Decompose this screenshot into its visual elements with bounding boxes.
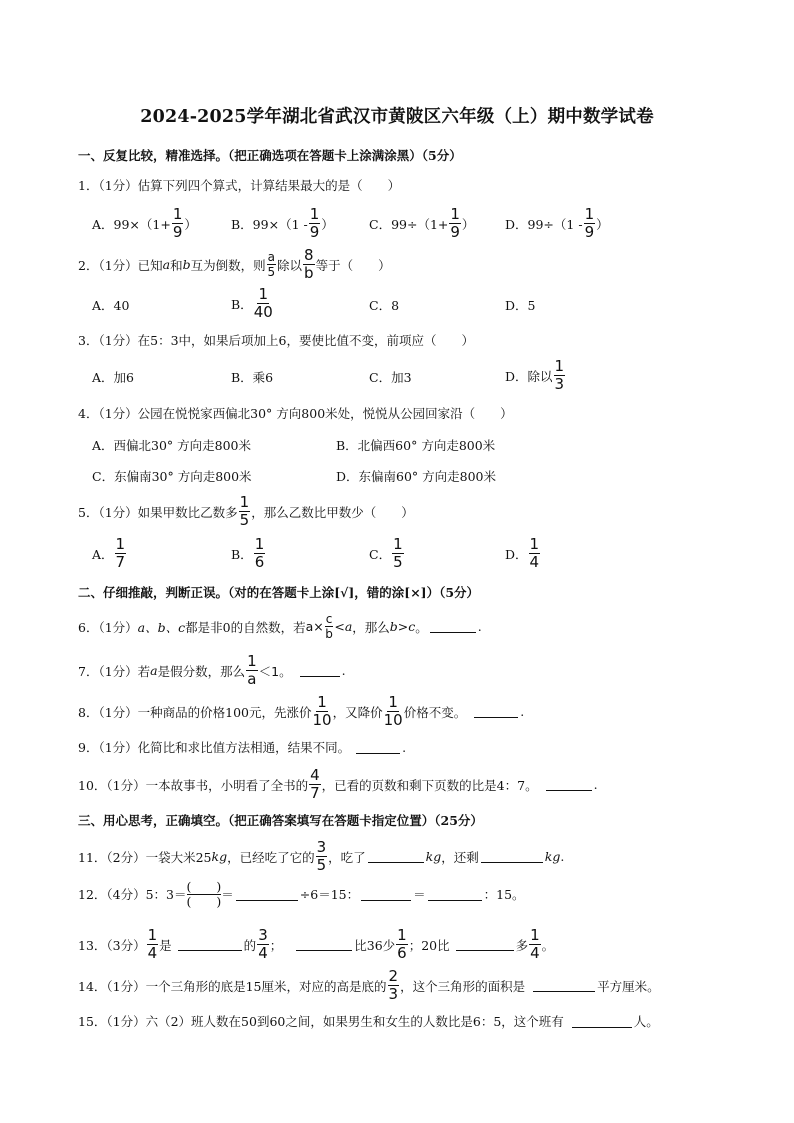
option-label: D．东偏南60° 方向走800米 (336, 469, 497, 484)
option-2a (92, 296, 129, 314)
option-label: B．北偏西60° 方向走800米 (336, 438, 496, 453)
question-text: 2．（1分）已知 (78, 257, 163, 273)
question-text: 。 (415, 619, 428, 635)
option-label: B． (231, 296, 253, 312)
denominator: 10 (383, 711, 403, 729)
option-label: A．40 (92, 298, 130, 313)
option-suffix: ） (596, 216, 609, 232)
question-14 (78, 969, 660, 1002)
equals-sign: ＝ (413, 887, 426, 903)
option-label: A．加6 (92, 370, 134, 385)
variable-a: a (150, 663, 158, 678)
option-label: B．99×（1 - (231, 216, 308, 232)
question-text: ； (269, 937, 283, 953)
question-end: . (341, 663, 346, 678)
option-4c (92, 467, 252, 485)
question-3 (78, 331, 474, 349)
denominator: 5 (393, 553, 403, 571)
question-text: ，吃了 (328, 849, 366, 865)
option-5d (505, 537, 541, 570)
denominator: 3 (388, 985, 399, 1003)
question-text: 价格不变。 (403, 704, 467, 720)
denominator: 4 (258, 944, 268, 962)
question-1 (78, 176, 400, 194)
option-5c (369, 537, 405, 570)
question-text: 9．（1分）化简比和求比值方法相通，结果不同。 (78, 740, 351, 755)
option-label: C．东偏南30° 方向走800米 (92, 469, 252, 484)
exam-title: 2024-2025学年湖北省武汉市黄陂区六年级（上）期中数学试卷 (140, 107, 654, 127)
variables: a、b、c (137, 619, 186, 635)
fraction (529, 928, 541, 961)
numerator: 1 (172, 205, 183, 223)
option-4a (92, 436, 251, 454)
question-end: . (593, 777, 598, 792)
numerator: 1 (450, 205, 460, 223)
denominator: b (325, 627, 333, 641)
option-label: C．8 (369, 298, 400, 313)
fraction (554, 359, 566, 392)
unit: kg (211, 849, 228, 864)
question-end: . (477, 619, 482, 634)
numerator: 1 (147, 926, 158, 944)
denominator: 7 (115, 553, 126, 571)
numerator: 1 (258, 285, 268, 303)
question-text: 3．（1分）在5：3中，如果后项加上6，要使比值不变，前项应（ ） (78, 333, 475, 348)
option-2c (369, 296, 399, 314)
option-1b (231, 207, 334, 240)
question-text: 的 (243, 937, 257, 953)
numerator: 1 (397, 926, 407, 944)
fraction (309, 207, 321, 240)
option-3b (231, 368, 273, 386)
option-label: A． (92, 546, 114, 562)
numerator: 1 (393, 535, 403, 553)
fraction (239, 495, 251, 528)
fraction (396, 928, 408, 961)
fraction (246, 654, 258, 687)
question-text: 4．（1分）公园在悦悦家西偏北30° 方向800米处，悦悦从公园回家沿（ ） (78, 406, 513, 421)
option-1d (505, 207, 609, 240)
denominator: 9 (584, 223, 595, 241)
numerator: 1 (530, 926, 540, 944)
question-text: 都是非0的自然数，若 (185, 619, 306, 635)
denominator: 9 (450, 223, 460, 241)
fraction (449, 207, 461, 240)
answer-blank[interactable] (481, 850, 543, 863)
numerator: 3 (316, 838, 327, 856)
question-text: 13．（3分） (78, 937, 146, 953)
numerator: 1 (529, 535, 540, 553)
question-8 (78, 695, 524, 728)
denominator: 5 (267, 265, 276, 279)
denominator: 5 (239, 511, 250, 529)
denominator: 9 (172, 223, 183, 241)
equals-sign: ＝ (221, 887, 234, 903)
answer-blank[interactable] (428, 888, 482, 901)
option-label: D．99÷（1 - (505, 216, 583, 232)
variable-b: b (182, 257, 191, 272)
blank-fraction[interactable] (187, 880, 222, 908)
fraction (392, 537, 404, 570)
question-text: 是假分数，那么 (157, 663, 246, 679)
denominator: 7 (310, 784, 320, 802)
denominator: 4 (147, 944, 158, 962)
denominator-blank[interactable]: ( ) (186, 894, 222, 910)
question-end: . (402, 739, 407, 755)
option-label: D．除以 (505, 368, 553, 384)
option-5a (92, 537, 127, 570)
question-6 (78, 613, 482, 640)
question-13 (78, 928, 554, 961)
answer-blank[interactable] (474, 705, 518, 718)
question-7 (78, 654, 346, 687)
question-text: 除以 (277, 257, 303, 273)
answer-blank[interactable] (300, 664, 340, 677)
numerator: 2 (388, 967, 399, 985)
option-suffix: ） (461, 216, 475, 232)
question-text: ，已经吃了它的 (227, 849, 315, 865)
option-label: B． (231, 546, 253, 562)
question-5 (78, 495, 414, 528)
question-4 (78, 404, 513, 422)
question-text: ，又降价 (332, 704, 383, 720)
question-text: 12．（4分）5：3＝ (78, 887, 187, 903)
answer-blank[interactable] (456, 938, 514, 951)
option-label: B．乘6 (231, 370, 274, 385)
option-label: D．5 (505, 298, 536, 313)
denominator: 3 (554, 375, 565, 393)
fraction (316, 840, 328, 873)
numerator: 1 (554, 357, 565, 375)
question-text: 人。 (633, 1014, 659, 1029)
numerator: 1 (388, 693, 398, 711)
denominator: 40 (253, 303, 273, 321)
option-label: D． (505, 546, 528, 562)
question-text: 6．（1分） (78, 619, 138, 635)
denominator: b (304, 264, 314, 282)
denominator: 4 (530, 944, 540, 962)
numerator: 1 (584, 205, 595, 223)
question-text: 多 (515, 937, 529, 953)
question-text: 15．（1分）六（2）班人数在50到60之间，如果男生和女生的人数比是6：5，这个班有 (78, 1014, 564, 1029)
question-text: ，那么乙数比甲数少（ ） (251, 504, 414, 520)
option-4d (336, 467, 496, 485)
question-15 (78, 1012, 659, 1030)
option-3c (369, 368, 412, 386)
question-text: 平方厘米。 (597, 978, 660, 994)
section-heading-judge: 二、仔细推敲，判断正误。（对的在答题卡上涂[√]，错的涂[×]）（5分） (78, 585, 480, 600)
fraction (254, 287, 273, 320)
numerator: 1 (317, 693, 327, 711)
numerator: 1 (115, 535, 126, 553)
question-text: 和 (170, 257, 183, 273)
fraction (254, 537, 266, 570)
question-text: 。 (541, 937, 555, 953)
question-end: . (560, 849, 565, 864)
answer-blank[interactable] (361, 888, 411, 901)
fraction (388, 969, 400, 1002)
variable-a: a (344, 619, 353, 634)
option-3d (505, 359, 566, 392)
fraction (325, 613, 334, 640)
fraction (115, 537, 127, 570)
answer-blank[interactable] (356, 741, 400, 754)
denominator: 9 (309, 223, 320, 241)
question-text: 7．（1分）若 (78, 663, 151, 679)
option-4b (336, 436, 495, 454)
numerator: c (325, 612, 333, 626)
question-text: 8．（1分）一种商品的价格100元，先涨价 (78, 704, 312, 720)
question-11 (78, 840, 564, 873)
answer-blank[interactable] (572, 1015, 632, 1028)
question-text: 14．（1分）一个三角形的底是15厘米，对应的高是底的 (78, 978, 387, 994)
math-expression: a× (305, 619, 324, 634)
fraction (313, 695, 332, 728)
option-1c (369, 207, 474, 240)
answer-blank[interactable] (546, 778, 592, 791)
answer-blank[interactable] (368, 850, 424, 863)
unit: kg (544, 849, 561, 864)
fraction (257, 928, 269, 961)
option-1a (92, 207, 197, 240)
option-3a (92, 368, 134, 386)
question-12 (78, 880, 525, 908)
option-label: A．99×（1+ (92, 216, 171, 232)
fraction (303, 248, 315, 281)
section-heading-choice: 一、反复比较，精准选择。（把正确选项在答题卡上涂满涂黑）（5分） (78, 148, 462, 163)
question-text: 1．（1分）估算下列四个算式，计算结果最大的是（ ） (78, 178, 401, 193)
denominator: 6 (254, 553, 265, 571)
denominator: 5 (316, 856, 327, 874)
numerator: 4 (310, 766, 320, 784)
unit: kg (425, 849, 442, 864)
answer-blank[interactable] (533, 979, 595, 992)
denominator: 6 (397, 944, 407, 962)
fraction (147, 928, 159, 961)
numerator: 1 (247, 652, 257, 670)
question-text: 是 (159, 937, 172, 953)
denominator: a (247, 670, 257, 688)
option-suffix: ） (321, 216, 334, 232)
question-text: 互为倒数，则 (190, 257, 266, 273)
question-text: 5．（1分）如果甲数比乙数多 (78, 504, 238, 520)
fraction (172, 207, 184, 240)
numerator: 3 (258, 926, 268, 944)
question-text: ÷6＝15： (299, 887, 360, 903)
numerator: 1 (239, 493, 250, 511)
fraction (309, 768, 321, 801)
option-label: C．99÷（1+ (369, 216, 449, 232)
question-end: . (520, 704, 525, 719)
variable-a: a (162, 257, 171, 272)
numerator: a (267, 250, 276, 264)
option-label: C． (369, 546, 392, 562)
fraction (529, 537, 541, 570)
question-text: 10．（1分）一本故事书，小明看了全书的 (78, 777, 309, 793)
question-text: ，那么 (352, 619, 390, 635)
numerator: 8 (304, 246, 314, 264)
denominator: 4 (529, 553, 540, 571)
question-text: 等于（ ） (315, 257, 391, 273)
answer-blank[interactable] (430, 620, 476, 633)
math-expression: ＜1。 (258, 663, 292, 679)
question-9 (78, 738, 406, 756)
question-10 (78, 768, 598, 801)
fraction (584, 207, 596, 240)
section-heading-fill: 三、用心思考，正确填空。（把正确答案填写在答题卡指定位置）（25分） (78, 813, 483, 828)
answer-blank[interactable] (178, 938, 242, 951)
option-label: C．加3 (369, 370, 412, 385)
denominator: 10 (312, 711, 332, 729)
question-text: ；20比 (408, 937, 450, 953)
relation-symbol: < (334, 619, 345, 634)
numerator: 1 (254, 535, 265, 553)
question-text: 比36少 (354, 937, 396, 953)
question-2 (78, 248, 391, 281)
option-label: A．西偏北30° 方向走800米 (92, 438, 252, 453)
option-5b (231, 537, 266, 570)
question-text: ：15。 (483, 887, 525, 903)
option-suffix: ） (184, 216, 197, 232)
numerator-blank[interactable]: ( ) (186, 879, 222, 894)
answer-blank[interactable] (296, 938, 352, 951)
question-text: ，还剩 (441, 849, 479, 865)
question-text: ，已看的页数和剩下页数的比是4：7。 (321, 777, 538, 793)
answer-blank[interactable] (236, 888, 298, 901)
option-2d (505, 296, 535, 314)
option-2b (231, 287, 274, 320)
question-text: 11．（2分）一袋大米25 (78, 849, 212, 865)
math-expression: b>c (389, 619, 416, 634)
fraction (267, 251, 276, 278)
fraction (384, 695, 403, 728)
question-text: ，这个三角形的面积是 (400, 978, 526, 994)
numerator: 1 (309, 205, 320, 223)
